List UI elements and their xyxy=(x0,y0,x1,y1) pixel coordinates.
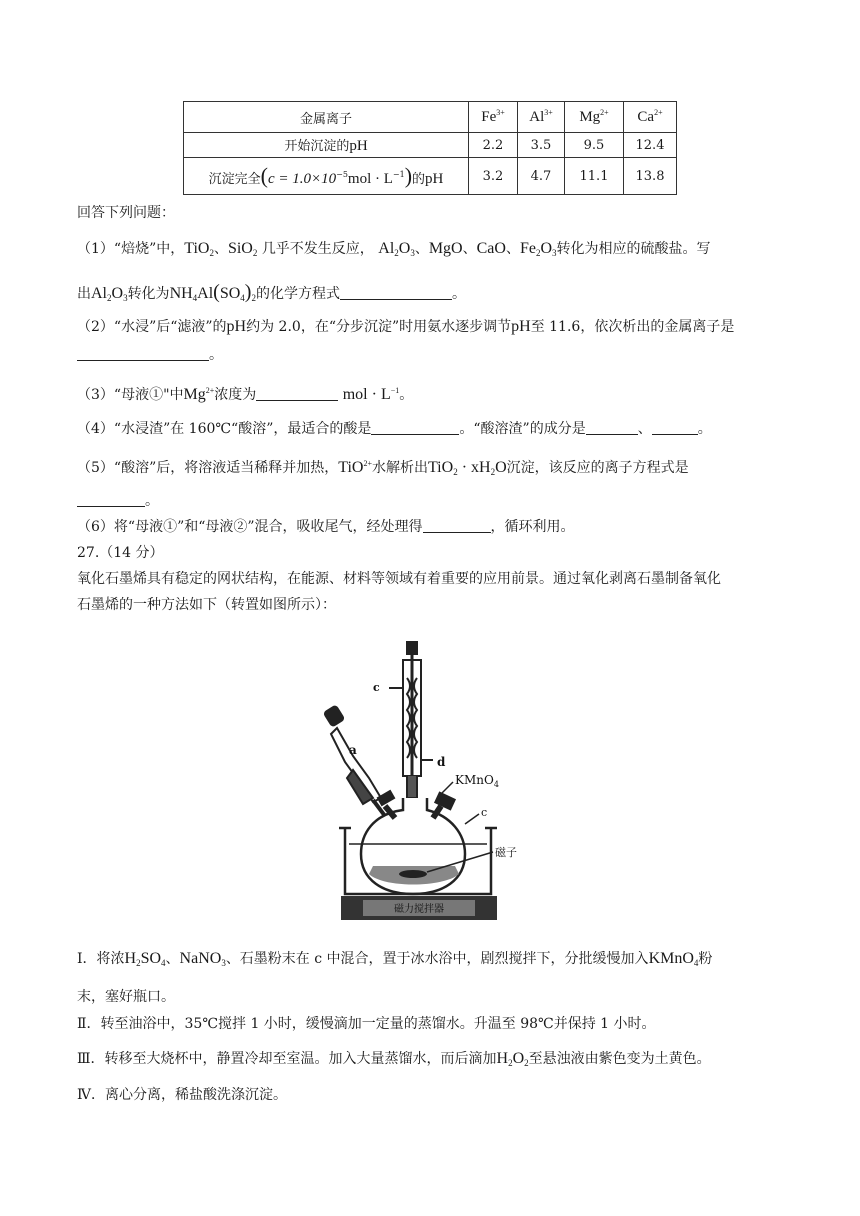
label-kmno4: KMnO$_4$ xyxy=(455,773,499,789)
apparatus-figure xyxy=(323,638,519,924)
q2-line1: （2）“水浸”后“滤液”的pH约为 2.0，在“分步沉淀”时用氨水逐步调节pH至 11.6，依次析出的金属离子是 xyxy=(77,318,735,335)
table-cell: 3.2 xyxy=(469,158,518,195)
step3-line: Ⅲ．转移至大烧杯中，静置冷却至室温。加入大量蒸馏水，而后滴加$H_2O_2$至悬浊液由紫色变为土黄色。 xyxy=(77,1050,711,1068)
q2-line2: 。 xyxy=(77,346,223,364)
q3-line: （3）“母液①"中$Mg^{2+}$浓度为 mol · $L^{-1}$。 xyxy=(77,386,414,403)
label-c-top: c xyxy=(373,681,380,694)
label-d: d xyxy=(437,755,446,769)
table-cell: 11.1 xyxy=(565,158,624,195)
q6-line: （6）将“母液①”和“母液②”混合，吸收尾气，经处理得 ，循环利用。 xyxy=(77,519,575,535)
row-complete-label: 沉淀完全$(c = 1.0\times 10^{-5}mol \cdot L^{-1})$的pH xyxy=(184,158,469,195)
table-cell: 4.7 xyxy=(518,158,565,195)
q1-line1: （1）“焙烧”中，TiO$_2$、SiO$_2$ 几乎不发生反应， $Al_2O_3$、MgO、CaO、$Fe_2O_3$转化为相应的硫酸盐。写 xyxy=(77,240,711,258)
table-header-row xyxy=(184,102,677,133)
ion-al: $Al^{3+}$ xyxy=(518,102,565,133)
metal-ion-ph-table xyxy=(183,101,677,195)
answer-blank[interactable] xyxy=(423,518,491,533)
label-c-flask: c xyxy=(481,806,488,819)
intro-line: 回答下列问题： xyxy=(77,205,175,221)
q27-paragraph-line2: 石墨烯的一种方法如下（转置如图所示）： xyxy=(77,597,336,613)
answer-blank[interactable] xyxy=(586,420,638,435)
answer-blank[interactable] xyxy=(256,386,338,401)
step1-line1: Ⅰ．将浓$H_2SO_4$、NaNO$_3$、石墨粉末在 c 中混合，置于冰水浴中，剧烈搅拌下，分批缓慢加入KMnO$_4$粉 xyxy=(77,950,713,968)
step4-line: Ⅳ．离心分离，稀盐酸洗涤沉淀。 xyxy=(77,1087,287,1103)
step1-line2: 末，塞好瓶口。 xyxy=(77,989,175,1005)
ion-mg: $Mg^{2+}$ xyxy=(565,102,624,133)
answer-blank[interactable] xyxy=(77,492,145,507)
answer-blank[interactable] xyxy=(371,420,459,435)
table-cell: 3.5 xyxy=(518,133,565,158)
row-start-label: 开始沉淀的pH xyxy=(184,133,469,158)
ion-fe: $Fe^{3+}$ xyxy=(469,102,518,133)
table-row-complete xyxy=(184,158,677,195)
q5-line2: 。 xyxy=(77,492,159,510)
stirrer-label: 磁力搅拌器 xyxy=(394,904,444,915)
table-cell: 13.8 xyxy=(624,158,677,195)
ion-ca: $Ca^{2+}$ xyxy=(624,102,677,133)
table-cell: 9.5 xyxy=(565,133,624,158)
label-a: a xyxy=(349,743,357,757)
answer-blank[interactable] xyxy=(340,285,452,300)
q27-paragraph-line1: 氧化石墨烯具有稳定的网状结构，在能源、材料等领域有着重要的应用前景。通过氧化剥离石墨制备氧化 xyxy=(77,571,721,587)
answer-blank[interactable] xyxy=(77,346,209,361)
table-cell: 2.2 xyxy=(469,133,518,158)
q5-line1: （5）“酸溶”后，将溶液适当稀释并加热，TiO$^{2+}$水解析出$TiO_2 \cdot xH_2O$沉淀，该反应的离子方程式是 xyxy=(77,459,689,477)
table-row-start xyxy=(184,133,677,158)
q4-line: （4）“水浸渣”在 160℃“酸溶”，最适合的酸是 。“酸溶渣”的成分是 、 。 xyxy=(77,421,712,437)
q1-line2: 出$Al_2O_3$转化为$NH_4Al(SO_4)_2$的化学方程式 。 xyxy=(77,281,466,303)
dropping-funnel xyxy=(324,706,394,816)
step2-line: Ⅱ．转至油浴中，35℃搅拌 1 小时，缓慢滴加一定量的蒸馏水。升温至 98℃并保持 1 小时。 xyxy=(77,1016,656,1032)
table-cell: 12.4 xyxy=(624,133,677,158)
condenser xyxy=(389,642,433,798)
q27-title: 27.（14 分） xyxy=(77,545,164,561)
answer-blank[interactable] xyxy=(652,420,698,435)
label-stirbar: 磁子 xyxy=(495,846,517,859)
header-label: 金属离子 xyxy=(184,102,469,133)
